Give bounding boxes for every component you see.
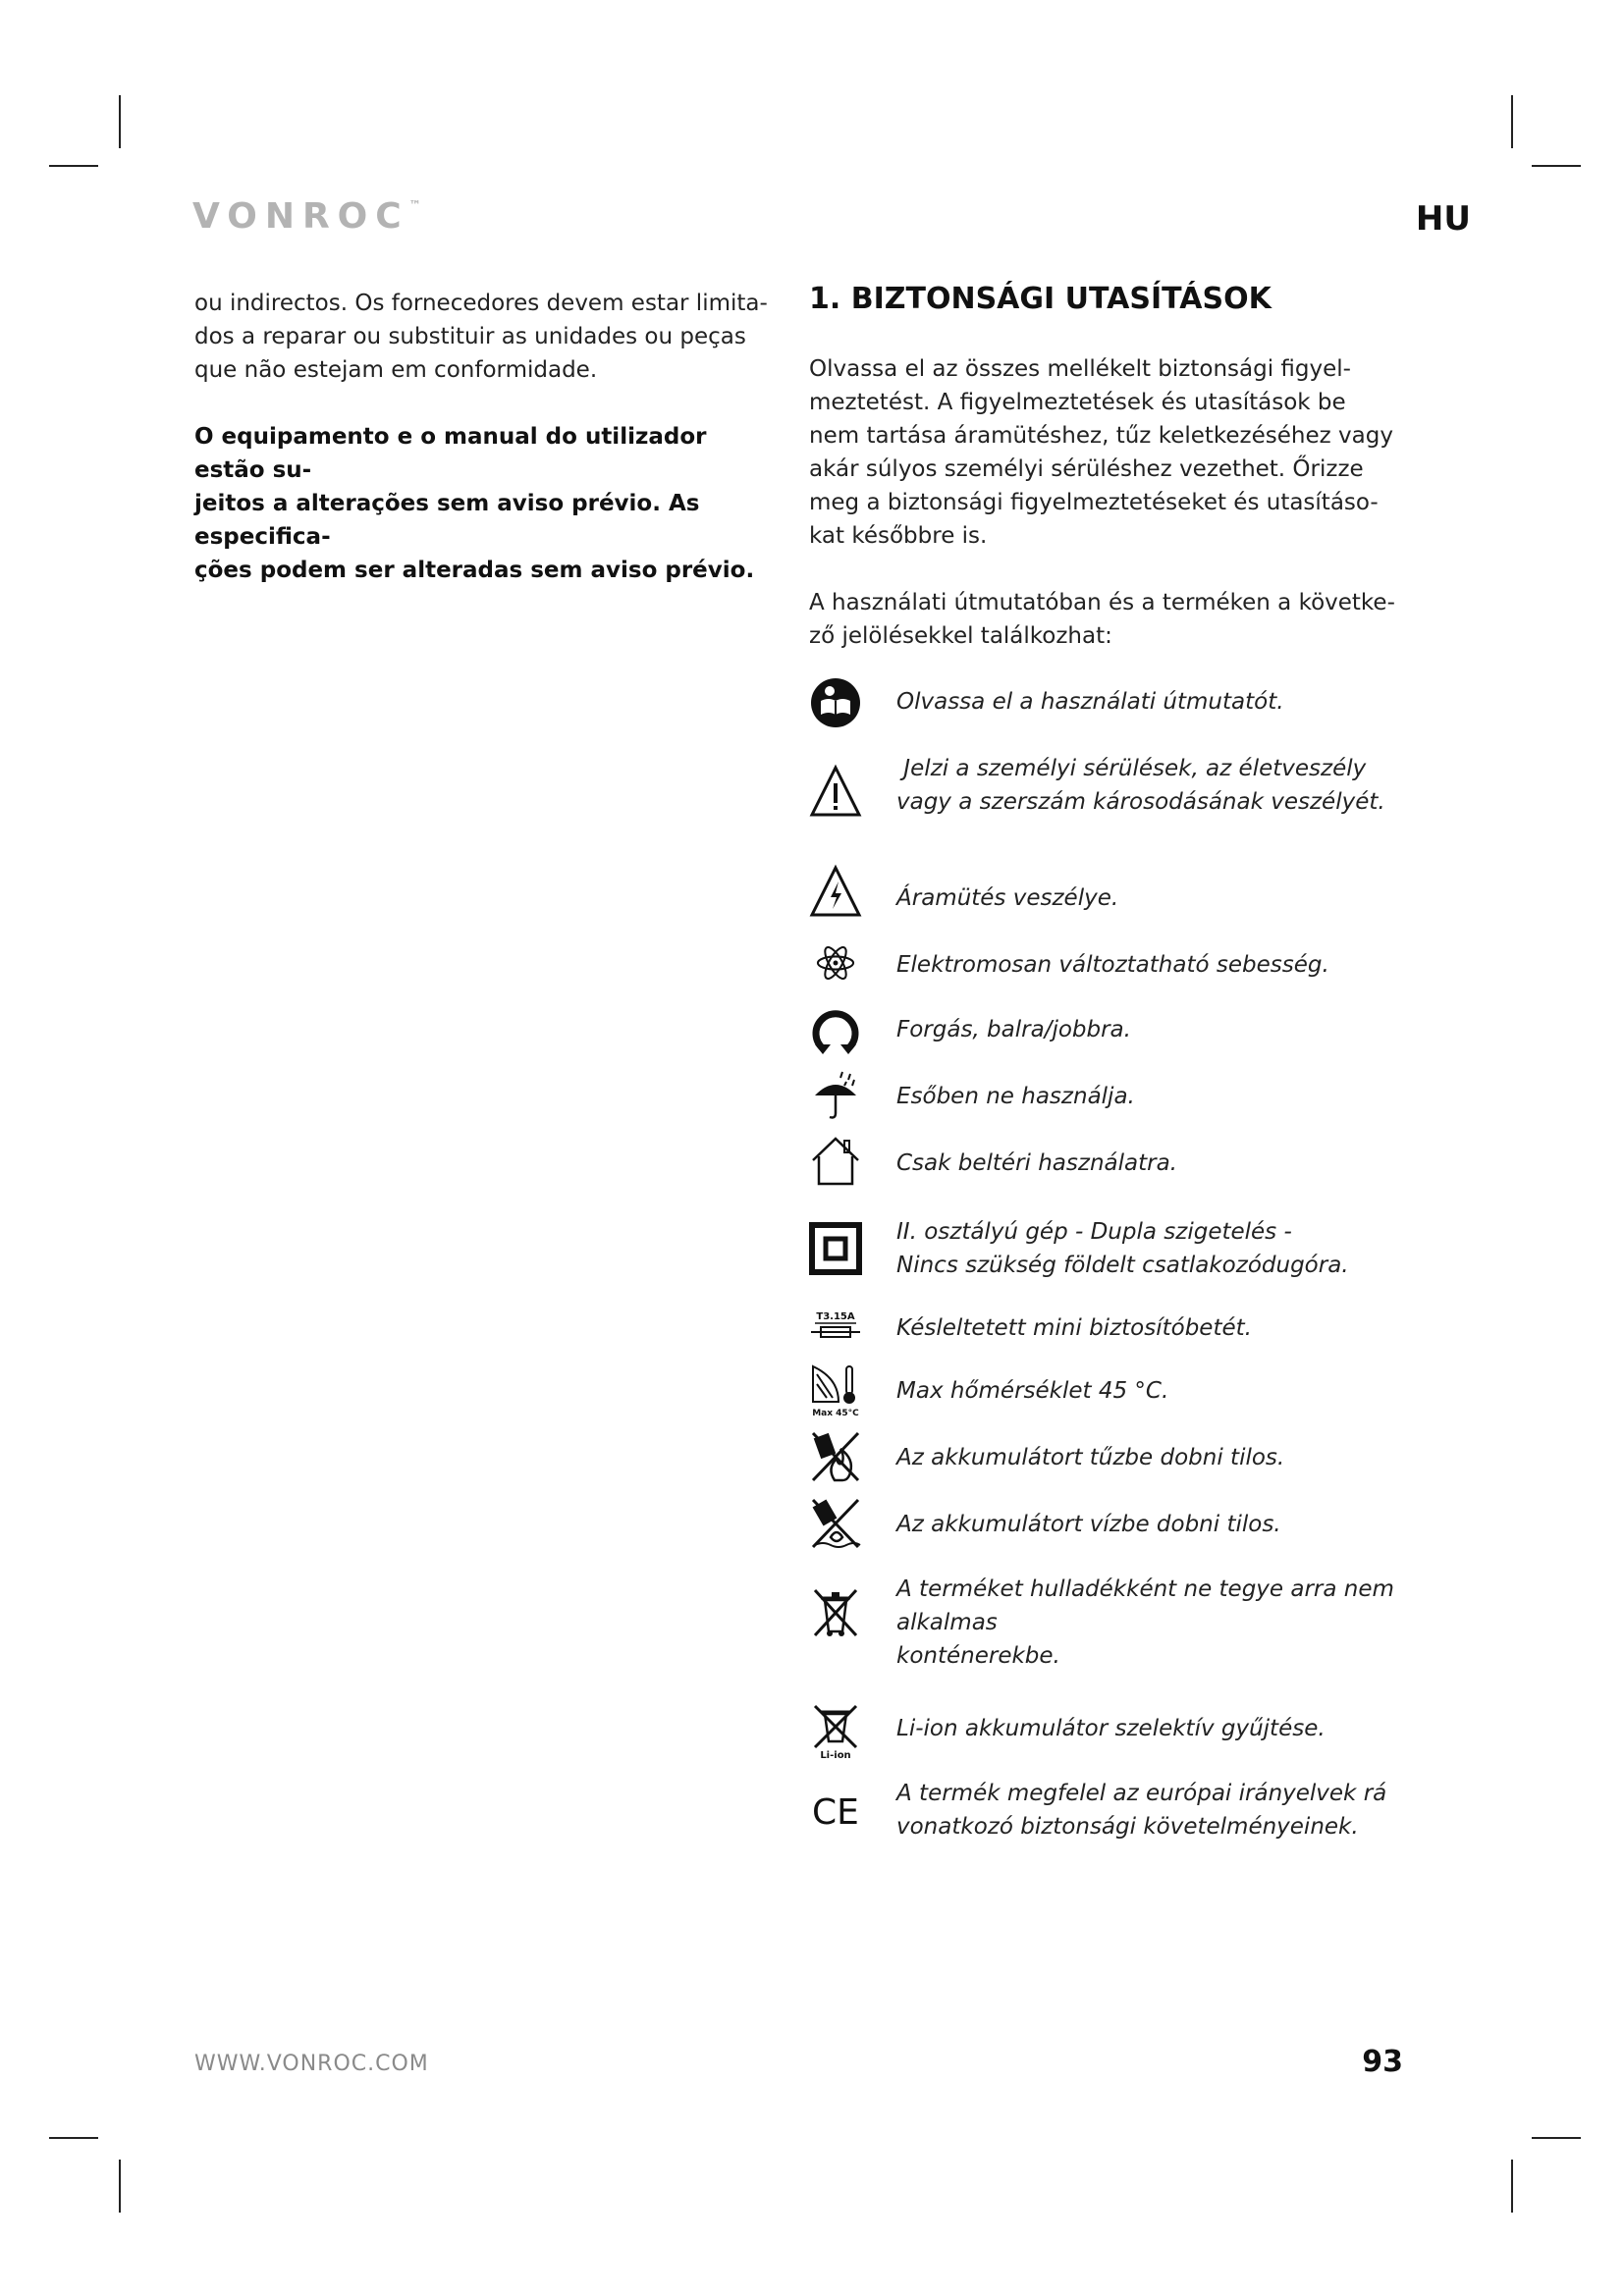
- symbol-description: A terméket hulladékként ne tegye arra nem: [896, 1576, 1394, 1602]
- fuse-label: T3.15A: [816, 1311, 855, 1322]
- temperature-label: Max 45°C: [812, 1409, 859, 1417]
- symbol-description: Olvassa el a használati útmutatót.: [896, 689, 1284, 715]
- website-link[interactable]: WWW.VONROC.COM: [194, 2052, 429, 2076]
- li-ion-recycle-icon: [809, 1704, 862, 1759]
- weee-bin-icon: [809, 1584, 862, 1639]
- brand-logo: [192, 196, 421, 237]
- symbol-description: Nincs szükség földelt csatlakozódugóra.: [896, 1253, 1349, 1278]
- symbol-description: vagy a szerszám károsodásának veszélyét.: [896, 789, 1385, 815]
- symbols-intro-paragraph: [809, 586, 1398, 653]
- electronic-speed-icon: [809, 940, 862, 984]
- text-line: meztetést. A figyelmeztetések és utasítások be: [809, 390, 1346, 415]
- symbol-description: II. osztályú gép - Dupla szigetelés -: [896, 1219, 1292, 1245]
- left-paragraph-1: [194, 287, 784, 387]
- text-line: meg a biztonsági figyelmeztetéseket és utasításo-: [809, 490, 1379, 515]
- left-paragraph-2: [194, 420, 784, 587]
- crop-mark: [119, 2160, 121, 2213]
- symbol-description: vonatkozó biztonsági követelményeinek.: [896, 1814, 1359, 1840]
- right-column: [809, 280, 1398, 686]
- intro-paragraph: [809, 352, 1398, 553]
- class-ii-icon: [809, 1221, 862, 1276]
- symbol-description: Li-ion akkumulátor szelektív gyűjtése.: [896, 1716, 1326, 1741]
- left-column: [194, 287, 784, 620]
- crop-mark: [1511, 2160, 1513, 2213]
- crop-mark: [49, 2137, 98, 2139]
- symbol-description: Az akkumulátort vízbe dobni tilos.: [896, 1512, 1281, 1537]
- text-line: akár súlyos személyi sérüléshez vezethet. Őrizze: [809, 456, 1364, 482]
- symbol-description: Forgás, balra/jobbra.: [896, 1017, 1131, 1042]
- read-manual-icon: [809, 675, 862, 730]
- no-water-battery-icon: [809, 1496, 862, 1551]
- brand-name: VONROC: [192, 196, 409, 237]
- symbol-description: Max hőmérséklet 45 °C.: [896, 1378, 1169, 1404]
- no-fire-battery-icon: [809, 1429, 862, 1484]
- symbol-description: A termék megfelel az európai irányelvek rá: [896, 1781, 1387, 1806]
- symbol-description: alkalmas: [896, 1610, 998, 1635]
- text-line: ou indirectos. Os fornecedores devem estar limita-: [194, 291, 768, 316]
- text-line: ző jelölésekkel találkozhat:: [809, 623, 1112, 649]
- text-line: A használati útmutatóban és a terméken a követke-: [809, 590, 1395, 615]
- crop-mark: [1511, 95, 1513, 148]
- crop-mark: [119, 95, 121, 148]
- rotation-icon: [809, 1001, 862, 1056]
- symbol-description: Esőben ne használja.: [896, 1084, 1135, 1109]
- crop-mark: [49, 165, 98, 167]
- brand-trademark: ™: [408, 198, 421, 212]
- fuse-icon: [809, 1309, 862, 1349]
- ce-label: CE: [812, 1792, 859, 1833]
- symbol-description: konténerekbe.: [896, 1643, 1060, 1669]
- crop-mark: [1532, 165, 1581, 167]
- text-line: jeitos a alterações sem aviso prévio. As especifica-: [194, 491, 700, 550]
- no-rain-icon: [809, 1068, 862, 1123]
- electric-shock-icon: [809, 864, 862, 919]
- page-number: 93: [1362, 2045, 1403, 2079]
- indoor-use-icon: [809, 1133, 862, 1188]
- symbol-description: Áramütés veszélye.: [896, 885, 1119, 911]
- language-code: HU: [1415, 199, 1471, 239]
- ce-mark-icon: [809, 1783, 862, 1838]
- symbol-description: Jelzi a személyi sérülések, az életveszély: [896, 756, 1367, 781]
- symbol-description: Késleltetett mini biztosítóbetét.: [896, 1315, 1252, 1341]
- text-line: Olvassa el az összes mellékelt biztonsági figyel-: [809, 356, 1351, 382]
- li-ion-label: Li-ion: [820, 1750, 851, 1759]
- symbol-description: Az akkumulátort tűzbe dobni tilos.: [896, 1445, 1285, 1470]
- crop-mark: [1532, 2137, 1581, 2139]
- warning-triangle-icon: [809, 764, 862, 819]
- max-temperature-icon: [809, 1362, 862, 1417]
- section-heading: 1. BIZTONSÁGI UTASÍTÁSOK: [809, 282, 1272, 316]
- text-line: kat későbbre is.: [809, 523, 988, 549]
- text-line: dos a reparar ou substituir as unidades ou peças: [194, 324, 746, 349]
- symbol-description: Csak beltéri használatra.: [896, 1150, 1177, 1176]
- text-line: O equipamento e o manual do utilizador estão su-: [194, 424, 707, 483]
- symbol-description: Elektromosan változtatható sebesség.: [896, 952, 1329, 978]
- text-line: que não estejam em conformidade.: [194, 357, 598, 383]
- text-line: nem tartása áramütéshez, tűz keletkezéséhez vagy: [809, 423, 1393, 449]
- text-line: ções podem ser alteradas sem aviso prévio.: [194, 558, 755, 583]
